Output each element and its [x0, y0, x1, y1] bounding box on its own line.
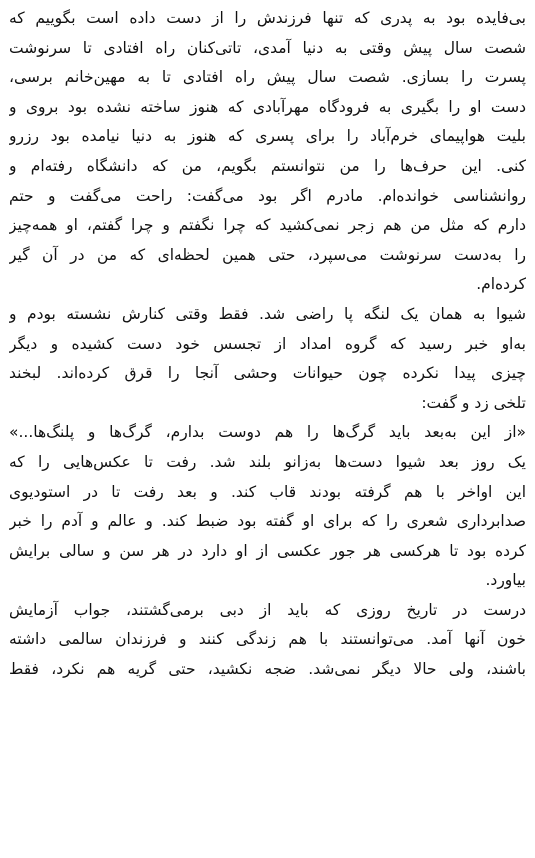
text-line: چیزی پیدا نکرده چون حیوانات وحشی آنجا را قرق کرده‌اند. لبخند [9, 364, 526, 383]
text-line: خون آنها آمد. می‌توانستند با هم زندگی کنند و فرزندان سالمی داشته [9, 630, 526, 649]
text-line: این اواخر با هم گرفته بودند قاب کند. و بعد رفت تا در استودیوی [9, 482, 526, 501]
text-line: پسرت را بسازی. شصت سال پیش راه افتادی تا به مهین‌خانم برسی، [9, 68, 526, 87]
text-line: درست در تاریخ روزی که باید از دبی برمی‌گشتند، جواب آزمایش [9, 600, 526, 619]
text-line: یک روز بعد شیوا دست‌ها به‌زانو بلند شد. رفت تا عکس‌هایی را که [9, 452, 526, 471]
paragraph-2 [9, 300, 526, 448]
text-line: روانشناسی خوانده‌ام. مادرم اگر بود می‌گفت: راحت می‌گفت و حتم [9, 186, 526, 205]
text-line: را به‌دست سرنوشت می‌سپرد، حتی همین لحظه‌ای که من در آن گیر [9, 245, 526, 264]
text-line: دارم که مثل من هم زجر نمی‌کشید که چرا نگفتم و چرا گفتم، او همه‌چیز [9, 216, 526, 235]
text-line: شصت سال پیش وقتی به دنیا آمدی، تاتی‌کنان راه افتادی تا سرنوشت [9, 38, 526, 57]
text-line: شیوا به همان یک لنگه پا راضی شد. فقط وقتی کنارش نشسته بودم و [9, 304, 526, 323]
paragraph-3 [9, 448, 526, 596]
text-line: کنی. این حرف‌ها را من نتوانستم بگویم، من که دانشگاه رفته‌ام و [9, 156, 526, 175]
text-line: بیاورد. [485, 571, 526, 590]
text-line: کرده‌ام. [476, 275, 526, 294]
text-line: صدابرداری شعری را که برای او گفته بود ضبط کند. و عالم و آدم را خبر [9, 512, 526, 531]
text-line: تلخی زد و گفت: [421, 393, 526, 412]
text-line: به‌او خبر رسید که گروه امداد از تجسس خود دست کشیده و دیگر [9, 334, 526, 353]
text-line: باشند، ولی حالا دیگر نمی‌شد. ضجه نکشید، حتی گریه هم نکرد، فقط [9, 660, 526, 679]
text-line: بلیت هواپیمای خرم‌آباد را برای پسری که هنوز به دنیا نیامده بود رزرو [9, 127, 526, 146]
text-line: بی‌فایده بود به پدری که تنها فرزندش را از دست داده است بگوییم که [9, 9, 526, 27]
paragraph-1 [9, 4, 526, 300]
text-line: دست او را بگیری به فرودگاه مهرآبادی که هنوز ساخته نشده بود بروی و [9, 97, 526, 116]
quote-line: «از این به‌بعد باید گرگ‌ها را هم دوست بدارم، گرگ‌ها و پلنگ‌ها...» [9, 423, 526, 442]
paragraph-4 [9, 596, 526, 685]
text-line: کرده بود تا هرکسی هر جور عکسی از او دارد در هر سن و سالی برایش [9, 541, 526, 560]
